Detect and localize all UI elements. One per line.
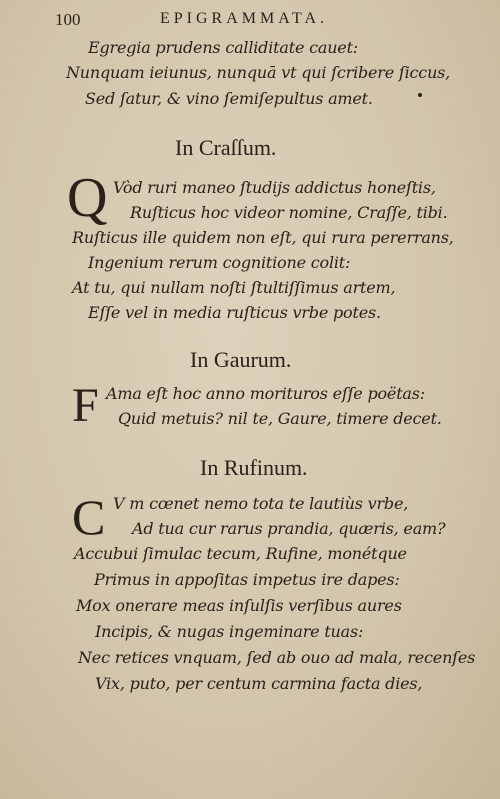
- poem-line: At tu, qui nullam noſti ſtultiſſimus artem,: [72, 278, 396, 297]
- poem-line: Ingenium rerum cognitione colit:: [88, 253, 351, 272]
- poem-line: Ruſticus hoc videor nomine, Craſſe, tibi.: [130, 203, 448, 222]
- poem-heading: In Gaurum.: [190, 347, 292, 372]
- poem-line: Vix, puto, per centum carmina facta dies,: [95, 674, 423, 693]
- poem-heading: In Craſſum.: [175, 135, 277, 160]
- page-number: 100: [55, 10, 81, 29]
- poem-line: Eſſe vel in media ruſticus vrbe potes.: [88, 303, 381, 322]
- opening-line: Sed ſatur, & vino ſemiſepultus amet.: [85, 89, 373, 108]
- poem-line: Vòd ruri maneo ſtudijs addictus honeſtis,: [113, 178, 436, 197]
- opening-line: Egregia prudens calliditate cauet:: [88, 38, 358, 57]
- poem-line: Mox onerare meas inſulſis verſibus aures: [76, 596, 402, 615]
- ink-speck: [418, 93, 422, 97]
- poem-line: Accubui ſimulac tecum, Rufine, monétque: [74, 544, 407, 563]
- poem-line: Ama eſt hoc anno morituros eſſe poëtas:: [106, 384, 425, 403]
- drop-cap: Q: [67, 167, 108, 229]
- poem-line: Incipis, & nugas ingeminare tuas:: [95, 622, 364, 641]
- poem-line: Primus in appoſitas impetus ire dapes:: [94, 570, 400, 589]
- poem-line: Nec retices vnquam, ſed ab ouo ad mala, recenſes: [78, 648, 476, 667]
- opening-line: Nunquam ieiunus, nunquā vt qui ſcribere ſiccus,: [66, 63, 451, 82]
- drop-cap: C: [72, 489, 106, 545]
- drop-cap: F: [72, 379, 99, 432]
- poem-line: Quid metuis? nil te, Gaure, timere decet.: [118, 409, 442, 428]
- poem-line: V m cœnet nemo tota te lautiùs vrbe,: [113, 494, 409, 513]
- running-title: EPIGRAMMATA.: [160, 10, 329, 27]
- poem-line: Ruſticus ille quidem non eſt, qui rura pererrans,: [72, 228, 454, 247]
- poem-line: Ad tua cur rarus prandia, quæris, eam?: [132, 519, 446, 538]
- poem-heading: In Rufinum.: [200, 455, 308, 480]
